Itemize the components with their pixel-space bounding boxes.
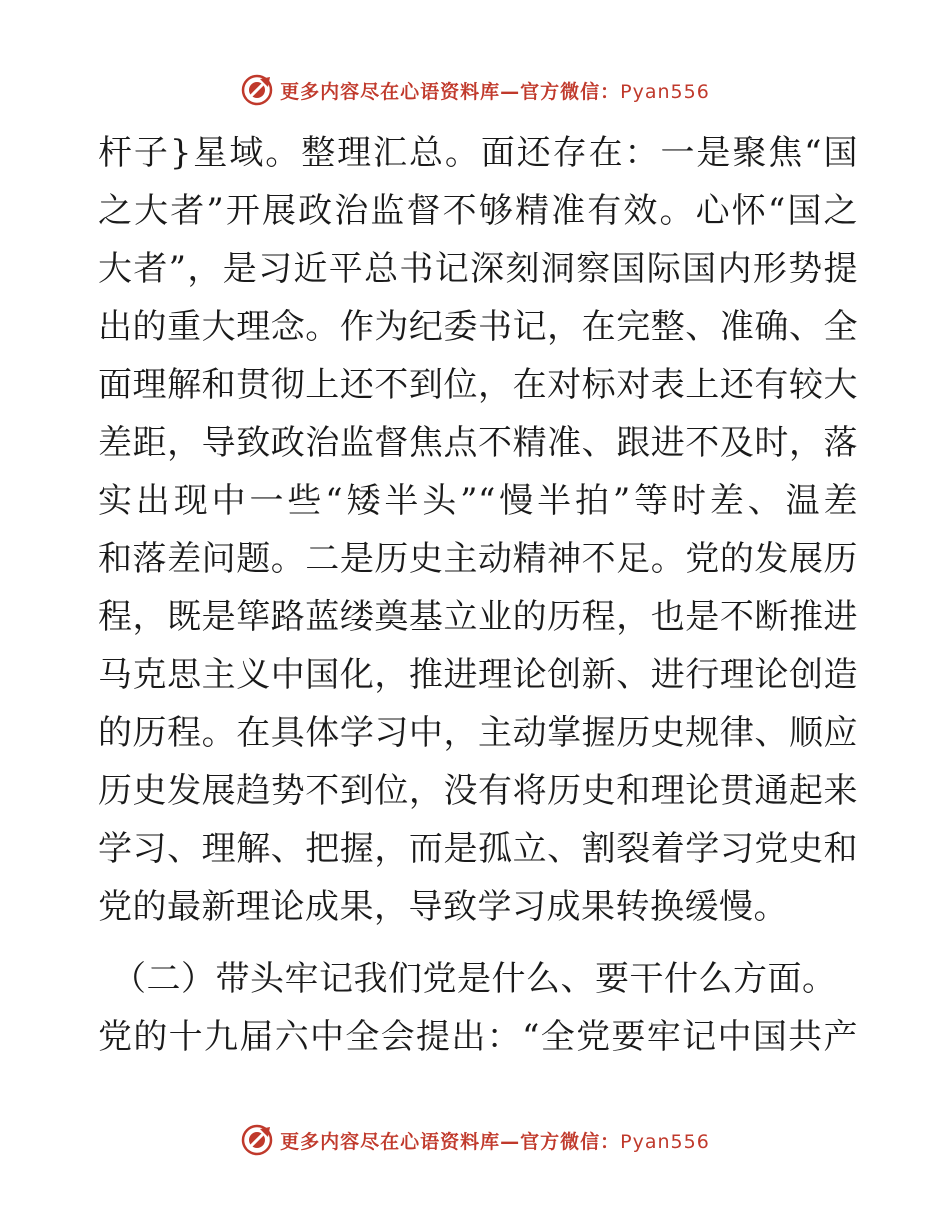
watermark-text: 更多内容尽在心语资料库—官方微信：Pyan556 bbox=[280, 80, 710, 103]
document-body bbox=[98, 124, 858, 1066]
watermark-account: Pyan556 bbox=[620, 80, 710, 103]
text-line: 出的重大理念。作为纪委书记，在完整、准确、全 bbox=[98, 307, 858, 347]
text-line: 程，既是筚路蓝缕奠基立业的历程，也是不断推进 bbox=[98, 597, 858, 637]
logo-icon bbox=[240, 1123, 274, 1157]
text-line: 差距，导致政治监督焦点不精准、跟进不及时，落 bbox=[98, 423, 858, 463]
section-heading: （二）带头牢记我们党是什么、要干什么方面。 bbox=[112, 959, 837, 999]
logo-icon bbox=[240, 73, 274, 107]
paragraph-gap bbox=[98, 936, 858, 950]
text-line: 学习、理解、把握，而是孤立、割裂着学习党史和 bbox=[98, 829, 858, 869]
text-line: 实出现中一些“矮半头”“慢半拍”等时差、温差 bbox=[98, 481, 858, 521]
watermark-text: 更多内容尽在心语资料库—官方微信：Pyan556 bbox=[280, 1130, 710, 1153]
text-line: 和落差问题。二是历史主动精神不足。党的发展历 bbox=[98, 539, 858, 579]
text-line: 面理解和贯彻上还不到位，在对标对表上还有较大 bbox=[98, 365, 858, 405]
watermark-account: Pyan556 bbox=[620, 1130, 710, 1153]
watermark-footer bbox=[0, 1120, 950, 1160]
text-line: 之大者”开展政治监督不够精准有效。心怀“国之 bbox=[98, 191, 858, 231]
paragraph-2 bbox=[98, 1008, 858, 1066]
watermark-header bbox=[0, 70, 950, 110]
text-line: 杆子}星域。整理汇总。面还存在：一是聚焦“国 bbox=[98, 133, 858, 173]
text-line: 党的十九届六中全会提出：“全党要牢记中国共产 bbox=[98, 1017, 858, 1057]
text-line: 大者”，是习近平总书记深刻洞察国际国内形势提 bbox=[98, 249, 858, 289]
text-line: 历史发展趋势不到位，没有将历史和理论贯通起来 bbox=[98, 771, 858, 811]
text-line: 的历程。在具体学习中，主动掌握历史规律、顺应 bbox=[98, 713, 858, 753]
text-line: 马克思主义中国化，推进理论创新、进行理论创造 bbox=[98, 655, 858, 695]
text-line: 党的最新理论成果，导致学习成果转换缓慢。 bbox=[98, 887, 788, 927]
paragraph-1 bbox=[98, 124, 858, 936]
